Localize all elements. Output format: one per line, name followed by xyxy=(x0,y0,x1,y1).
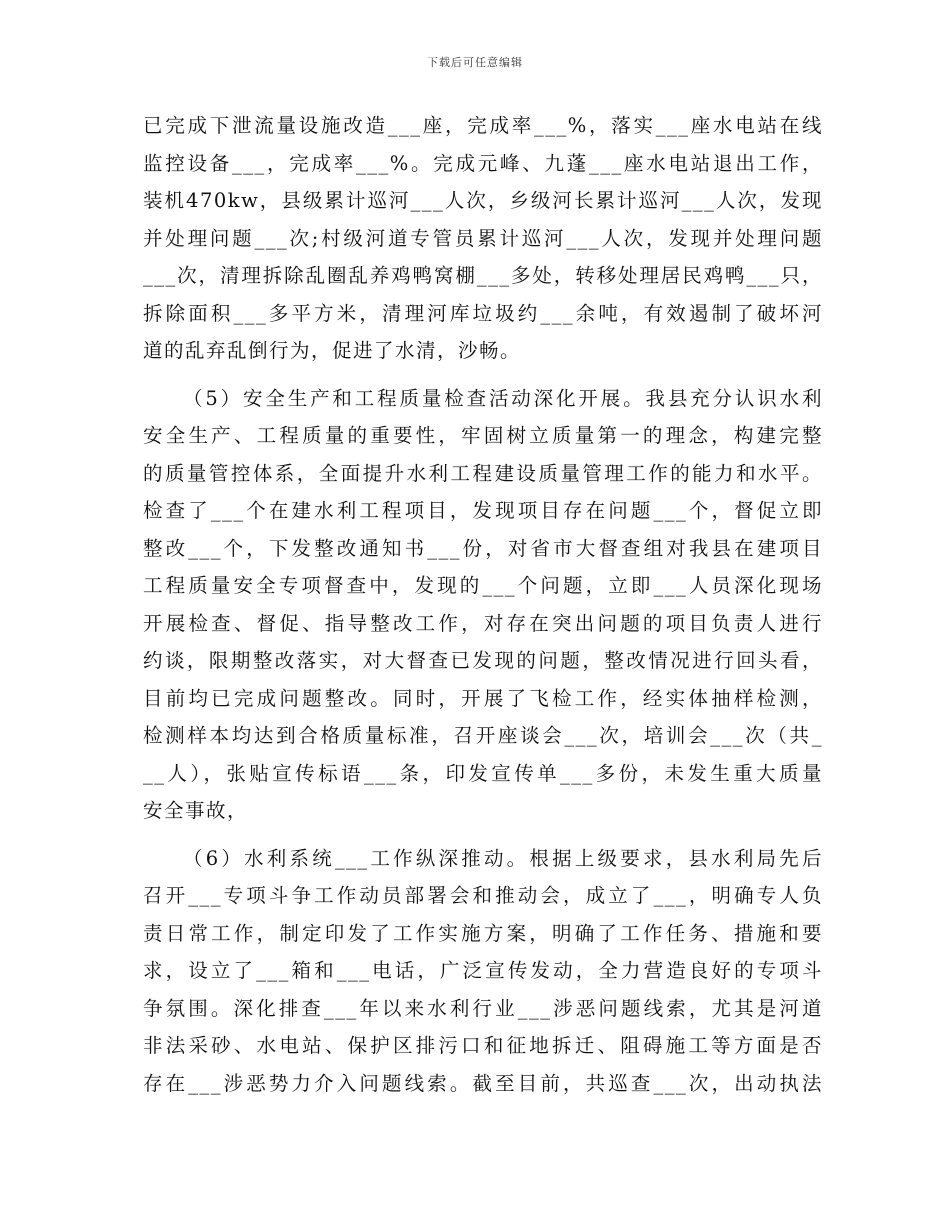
text-line: 安全生产、工程质量的重要性，牢固树立质量第一的理念，构建完整 xyxy=(143,424,823,447)
text-line: 监控设备___，完成率___%。完成元峰、九蓬___座水电站退出工作， xyxy=(143,151,823,175)
document-body xyxy=(143,107,823,1102)
text-line: （5）安全生产和工程质量检查活动深化开展。我县充分认识水利 xyxy=(183,386,823,410)
text-line: ___次，清理拆除乱圈乱养鸡鸭窝棚___多处，转移处理居民鸡鸭___只， xyxy=(143,264,823,287)
text-line: 责日常工作，制定印发了工作实施方案，明确了工作任务、措施和要 xyxy=(143,921,823,945)
paragraph-river-management xyxy=(143,107,823,370)
text-line: 检查了___个在建水利工程项目，发现项目存在问题___个，督促立即 xyxy=(143,499,823,522)
text-line: __人），张贴宣传标语___条，印发宣传单___多份，未发生重大质量 xyxy=(143,761,823,785)
paragraph-water-system-campaign xyxy=(143,840,823,1103)
text-line: 拆除面积___多平方米，清理河库垃圾约___余吨，有效遏制了破坏河 xyxy=(143,301,823,325)
text-line: 的质量管控体系，全面提升水利工程建设质量管理工作的能力和水平。 xyxy=(143,461,823,485)
text-line: 整改___个，下发整改通知书___份，对省市大督查组对我县在建项目 xyxy=(143,536,823,560)
text-line: 约谈，限期整改落实，对大督查已发现的问题，整改情况进行回头看， xyxy=(143,649,823,672)
text-line: 工程质量安全专项督查中，发现的___个问题，立即___人员深化现场 xyxy=(143,574,823,597)
text-line: （6）水利系统___工作纵深推动。根据上级要求，县水利局先后 xyxy=(183,846,823,870)
paragraph-spacer xyxy=(143,830,823,840)
text-line: 检测样本均达到合格质量标准，召开座谈会___次，培训会___次（共_ xyxy=(143,724,823,747)
text-line: 争氛围。深化排查___年以来水利行业___涉恶问题线索，尤其是河道 xyxy=(143,996,823,1020)
text-line: 开展检查、督促、指导整改工作，对存在突出问题的项目负责人进行 xyxy=(143,611,823,635)
text-line: 求，设立了___箱和___电话，广泛宣传发动，全力营造良好的专项斗 xyxy=(143,959,823,982)
text-line: 已完成下泄流量设施改造___座，完成率___%，落实___座水电站在线 xyxy=(143,114,823,137)
text-line: 安全事故， xyxy=(143,799,249,822)
paragraph-safety-quality xyxy=(143,380,823,830)
text-line: 召开___专项斗争工作动员部署会和推动会，成立了___，明确专人负 xyxy=(143,884,823,907)
text-line: 目前均已完成问题整改。同时，开展了飞检工作，经实体抽样检测， xyxy=(143,686,823,710)
text-line: 并处理问题___次;村级河道专管员累计巡河___人次，发现并处理问题 xyxy=(143,226,823,250)
text-line: 装机470kw，县级累计巡河___人次，乡级河长累计巡河___人次，发现 xyxy=(143,189,823,212)
paragraph-spacer xyxy=(143,370,823,380)
page-header: 下载后可任意编辑 xyxy=(427,56,523,69)
text-line: 存在___涉恶势力介入问题线索。截至目前，共巡查___次，出动执法 xyxy=(143,1071,823,1095)
text-line: 道的乱弃乱倒行为，促进了水清，沙畅。 xyxy=(143,339,522,362)
text-line: 非法采砂、水电站、保护区排污口和征地拆迁、阻碍施工等方面是否 xyxy=(143,1034,823,1057)
